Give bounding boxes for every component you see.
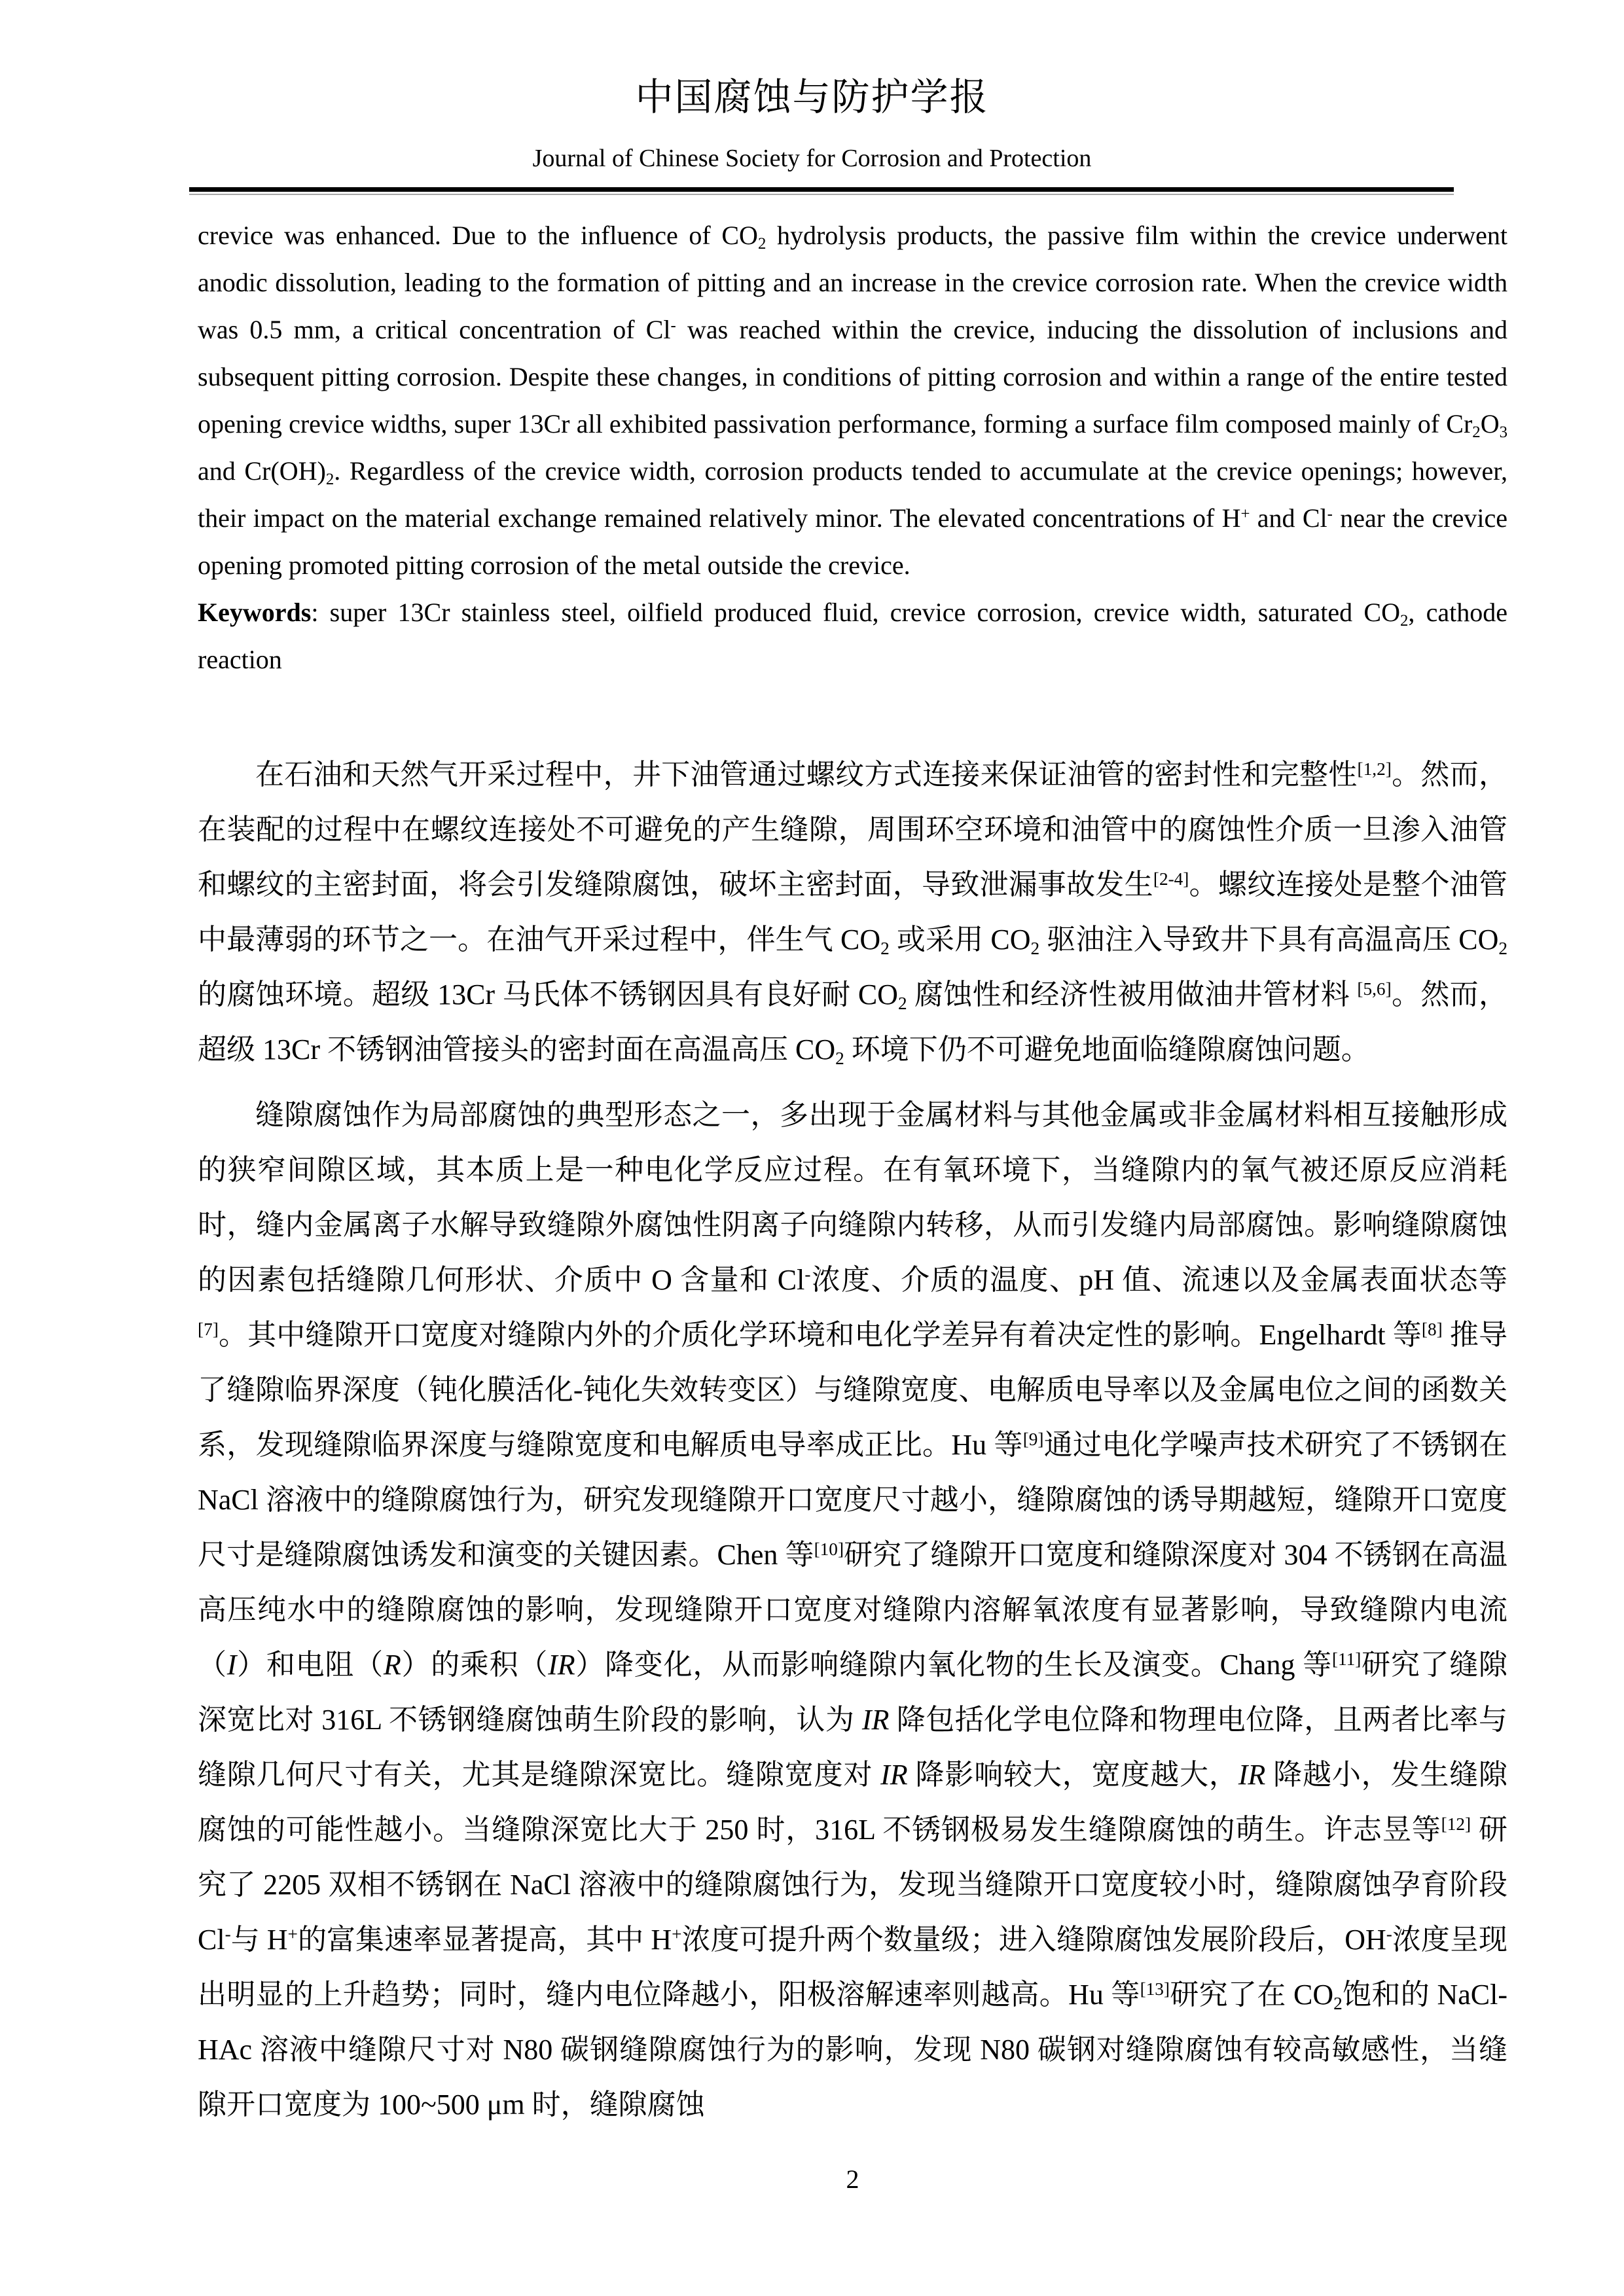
page-number: 2: [846, 2164, 859, 2194]
header-rule-thick: [189, 187, 1454, 192]
page-footer: [198, 2165, 1507, 2194]
journal-title-english: Journal of Chinese Society for Corrosion and Protection: [532, 145, 1092, 172]
keywords-line: [198, 589, 1507, 683]
header-rule-shadow: [189, 194, 1454, 195]
abstract-continuation-paragraph: crevice was enhanced. Due to the influence of $CO_2$ hydrolysis products, the passive film within the crevice underwent anodic dissolution, leading to the formation of pitting and an increase in the crevice corrosion rate. When the crevice width was 0.5 mm, a critical concentration of Cl- was reached within the crevice, inducing the dissolution of inclusions and subsequent pitting corrosion. Despite these changes, in conditions of pitting corrosion and within a range of the entire tested opening crevice widths, super 13Cr all exhibited passivation performance, forming a surface film composed mainly of $Cr_2O_3$ and $Cr(OH)_2$. Regardless of the crevice width, corrosion products tended to accumulate at the crevice openings; however, their impact on the material exchange remained relatively minor. The elevated concentrations of H+ and Cl- near the crevice opening promoted pitting corrosion of the metal outside the crevice.: [198, 221, 1507, 580]
intro-paragraph-1: 在石油和天然气开采过程中，井下油管通过螺纹方式连接来保证油管的密封性和完整性[1,2]。然而，在装配的过程中在螺纹连接处不可避免的产生缝隙，周围环空环境和油管中的腐蚀性介质一旦渗入油管和螺纹的主密封面，将会引发缝隙腐蚀，破坏主密封面，导致泄漏事故发生[2-4]。螺纹连接处是整个油管中最薄弱的环节之一。在油气开采过程中，伴生气 $CO_2$ 或采用 $CO_2$ 驱油注入导致井下具有高温高压 $CO_2$ 的腐蚀环境。超级 13Cr 马氏体不锈钢因具有良好耐 $CO_2$ 腐蚀性和经济性被用做油井管材料 [5,6]。然而，超级 13Cr 不锈钢油管接头的密封面在高温高压 $CO_2$ 环境下仍不可避免地面临缝隙腐蚀问题。: [198, 759, 1508, 1068]
keywords-text: : super 13Cr stainless steel, oilfield produced fluid, crevice corrosion, crevice width, saturated $CO_2$, cathode reaction: [198, 598, 1508, 674]
intro-paragraph-2: 缝隙腐蚀作为局部腐蚀的典型形态之一，多出现于金属材料与其他金属或非金属材料相互接触形成的狭窄间隙区域，其本质上是一种电化学反应过程。在有氧环境下，当缝隙内的氧气被还原反应消耗时，缝内金属离子水解导致缝隙外腐蚀性阴离子向缝隙内转移，从而引发缝内局部腐蚀。影响缝隙腐蚀的因素包括缝隙几何形状、介质中 O 含量和 Cl-浓度、介质的温度、pH 值、流速以及金属表面状态等[7]。其中缝隙开口宽度对缝隙内外的介质化学环境和电化学差异有着决定性的影响。Engelhardt 等[8] 推导了缝隙临界深度（钝化膜活化-钝化失效转变区）与缝隙宽度、电解质电导率以及金属电位之间的函数关系，发现缝隙临界深度与缝隙宽度和电解质电导率成正比。Hu 等[9]通过电化学噪声技术研究了不锈钢在 NaCl 溶液中的缝隙腐蚀行为，研究发现缝隙开口宽度尺寸越小，缝隙腐蚀的诱导期越短，缝隙开口宽度尺寸是缝隙腐蚀诱发和演变的关键因素。Chen 等[10]研究了缝隙开口宽度和缝隙深度对 304 不锈钢在高温高压纯水中的缝隙腐蚀的影响，发现缝隙开口宽度对缝隙内溶解氧浓度有显著影响，导致缝隙内电流（I）和电阻（R）的乘积（IR）降变化，从而影响缝隙内氧化物的生长及演变。Chang 等[11]研究了缝隙深宽比对 316L 不锈钢缝腐蚀萌生阶段的影响，认为 IR 降包括化学电位降和物理电位降，且两者比率与缝隙几何尺寸有关，尤其是缝隙深宽比。缝隙宽度对 IR 降影响较大，宽度越大，IR 降越小，发生缝隙腐蚀的可能性越小。当缝隙深宽比大于 250 时，316L 不锈钢极易发生缝隙腐蚀的萌生。许志昱等[12] 研究了 2205 双相不锈钢在 NaCl 溶液中的缝隙腐蚀行为，发现当缝隙开口宽度较小时，缝隙腐蚀孕育阶段 Cl-与 H+的富集速率显著提高，其中 H+浓度可提升两个数量级；进入缝隙腐蚀发展阶段后，OH-浓度呈现出明显的上升趋势；同时，缝内电位降越小，阳极溶解速率则越高。Hu 等[13]研究了在 $CO_2$饱和的 NaCl-HAc 溶液中缝隙尺寸对 N80 碳钢缝隙腐蚀行为的影响，发现 N80 碳钢对缝隙腐蚀有较高敏感性，当缝隙开口宽度为 100~500 μm 时，缝隙腐蚀: [198, 1099, 1508, 2121]
journal-title-chinese: 中国腐蚀与防护学报: [635, 76, 989, 118]
keywords-label: Keywords: [198, 598, 312, 627]
page-body: [198, 212, 1507, 2132]
page-header: [0, 0, 1624, 195]
